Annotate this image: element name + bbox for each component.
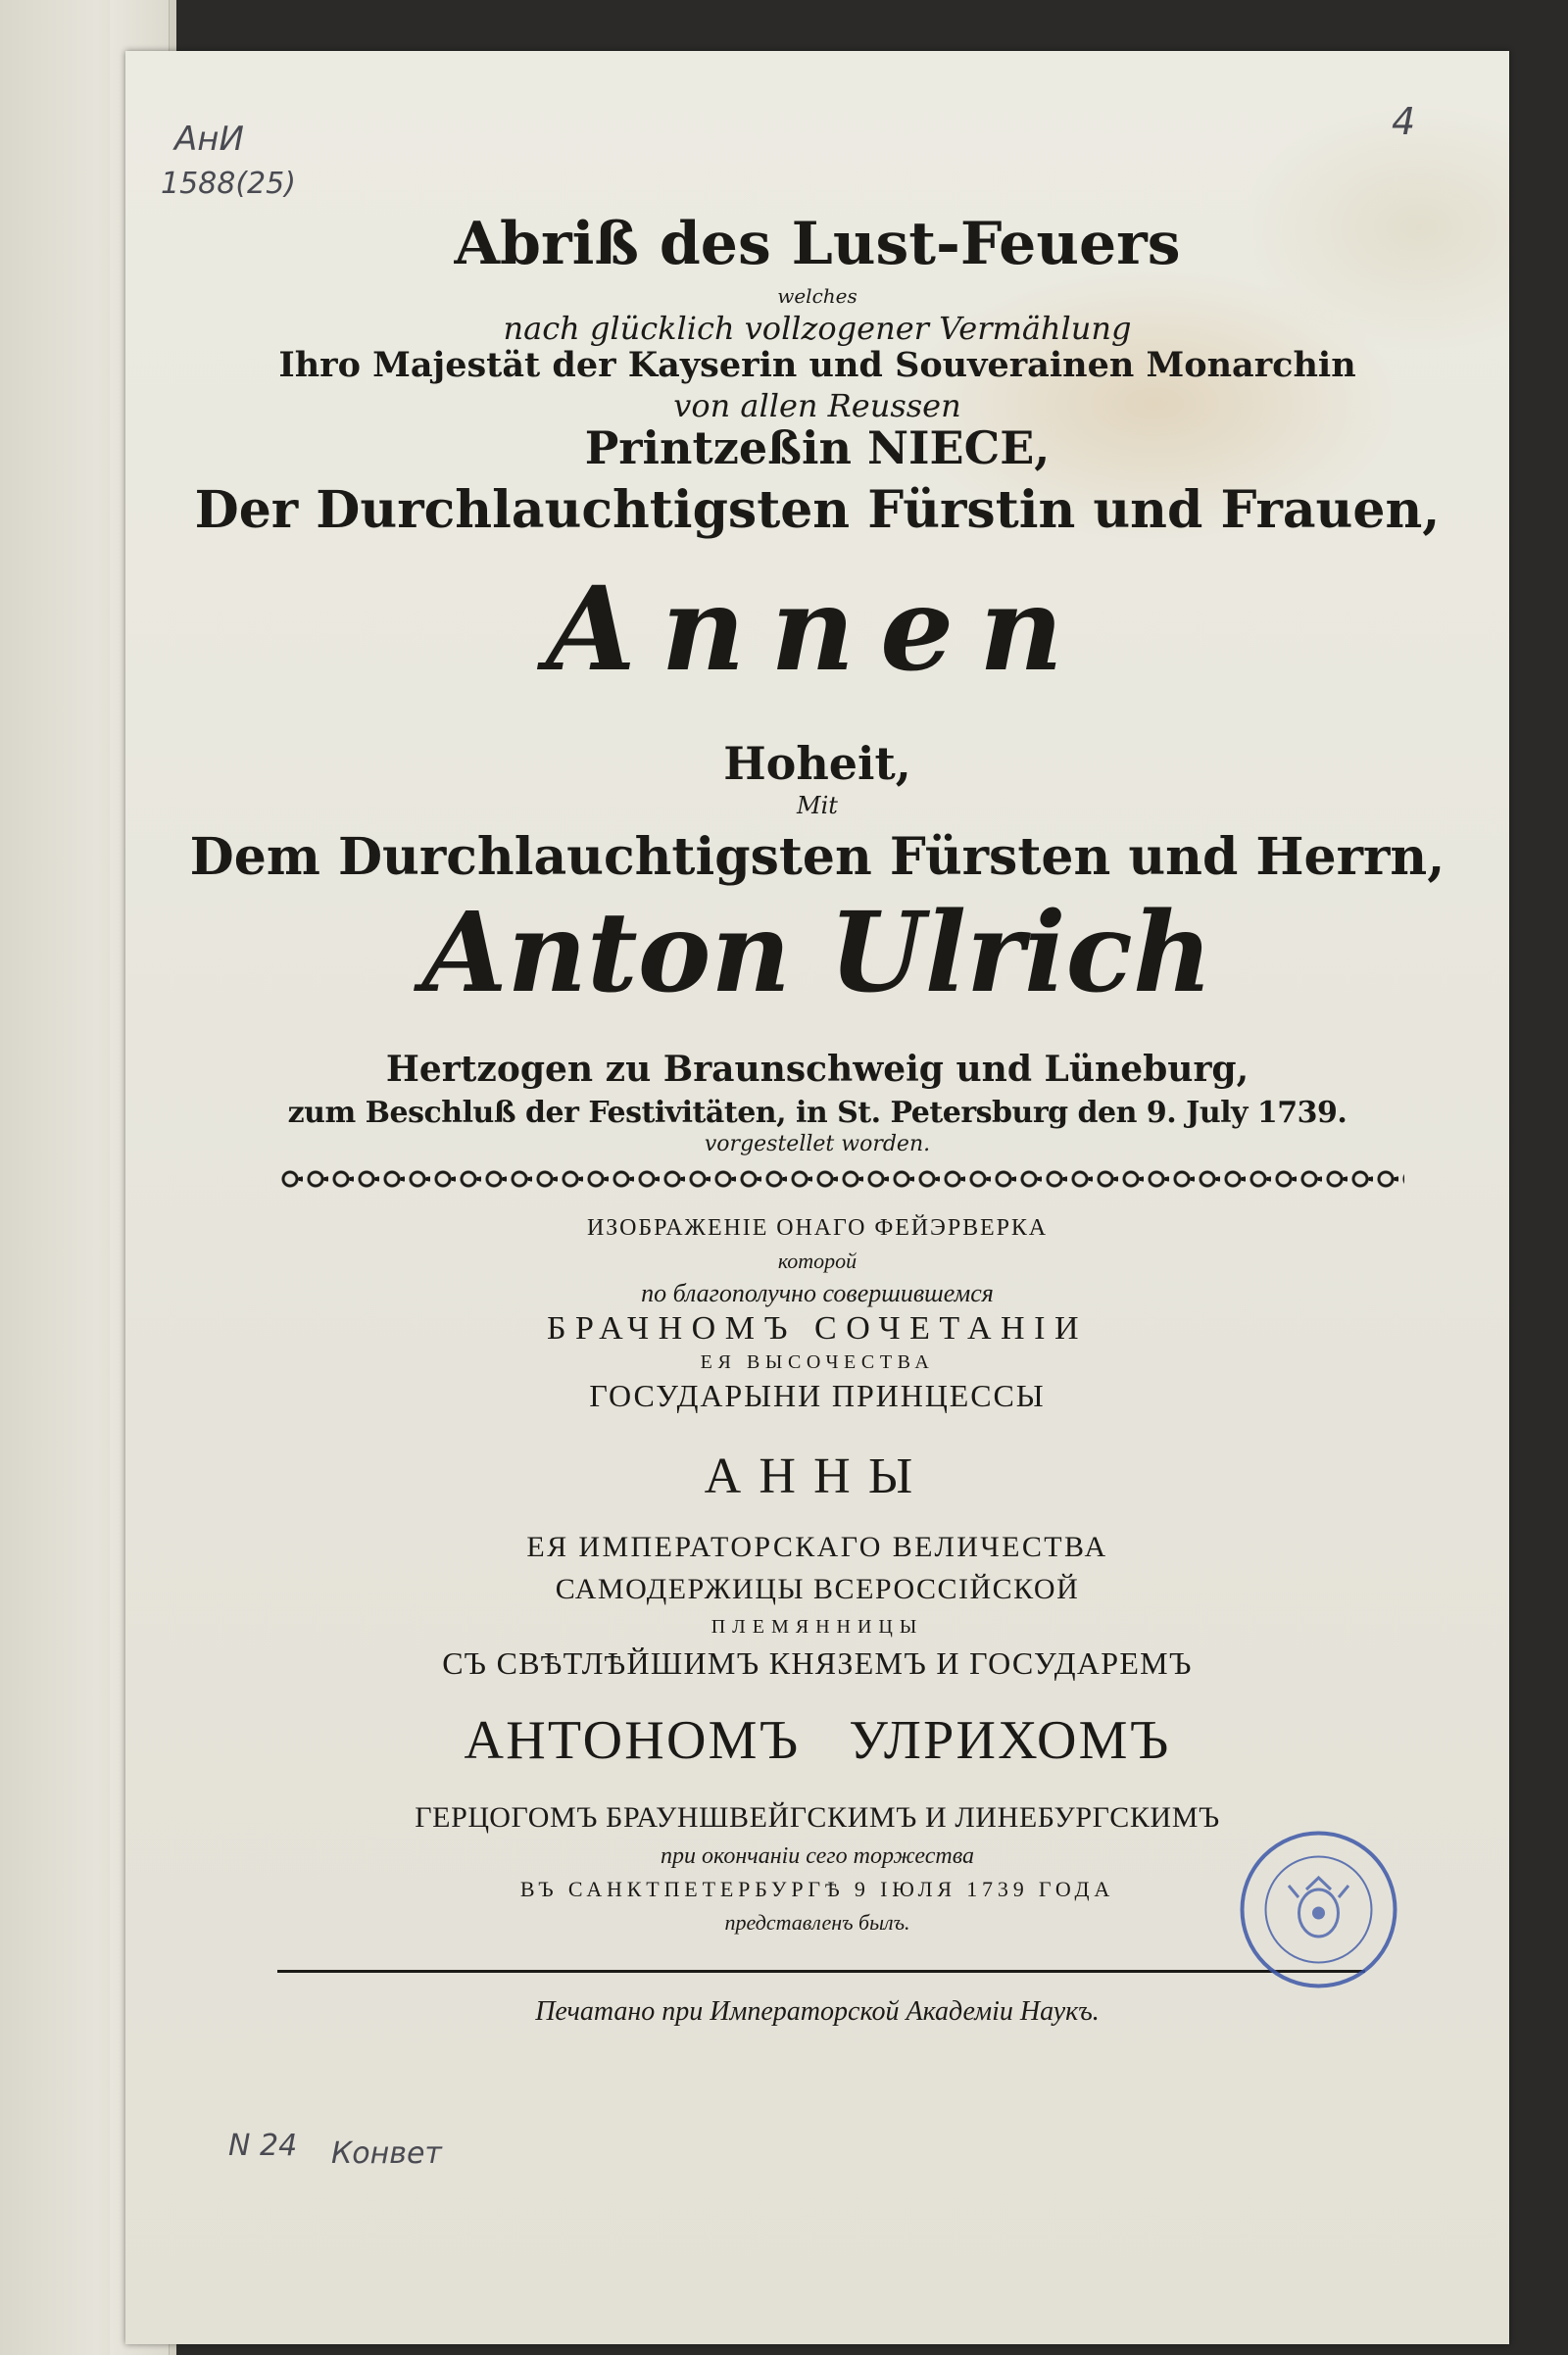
german-mit: Mit [797,792,838,819]
german-line-10: vorgestellet worden. [704,1132,931,1156]
russian-line-8: САМОДЕРЖИЦЫ ВСЕРОССІЙСКОЙ [555,1573,1080,1605]
russian-line-10: СЪ СВѢТЛѢЙШИМЪ КНЯЗЕМЪ И ГОСУДАРЕМЪ [442,1645,1193,1681]
german-line-7: Dem Durchlauchtigsten Fürsten und Herrn, [189,827,1446,887]
german-line-5: Printzeßin NIECE, [584,421,1051,474]
russian-line-13: ВЪ САНКТПЕТЕРБУРГѢ 9 ІЮЛЯ 1739 ГОДА [519,1877,1115,1901]
shelfmark-top: АнИ [174,120,244,159]
shelfmark-number: 1588(25) [161,167,296,201]
german-name-annen: Annen [546,561,1089,697]
german-line-6: Der Durchlauchtigsten Fürstin und Frauen, [194,480,1441,540]
russian-line-12: при окончаніи сего торжества [661,1843,974,1869]
russian-line-1: ИЗОБРАЖЕНІЕ ОНАГО ФЕЙЭРВЕРКА [586,1215,1049,1241]
russian-line-7: ЕЯ ИМПЕРАТОРСКАГО ВЕЛИЧЕСТВА [526,1531,1108,1563]
imprint-line: Печатано при Императорской Академіи Наукъ. [535,1996,1100,2027]
russian-line-6: ГОСУДАРЫНИ ПРИНЦЕССЫ [589,1378,1046,1413]
ornamental-divider [277,1166,1404,1192]
russian-line-5: ЕЯ ВЫСОЧЕСТВА [700,1351,935,1373]
german-line-2: nach glücklich vollzogener Vermählung [503,310,1132,347]
document-page [125,51,1509,2344]
russian-line-2: которой [777,1249,858,1273]
german-name-anton-ulrich: Anton Ulrich [421,889,1213,1017]
russian-line-11: ГЕРЦОГОМЪ БРАУНШВЕЙГСКИМЪ И ЛИНЕБУРГСКИМЪ [415,1801,1220,1834]
russian-line-14: представленъ былъ. [724,1910,910,1935]
german-title: Abriß des Lust-Feuers [454,210,1181,278]
german-hoheit: Hoheit, [723,737,911,790]
imprint-rule [277,1970,1365,1973]
page-number: 4 [1392,100,1416,143]
note-number: N 24 [228,2129,298,2163]
library-stamp-seal [1238,1829,1399,1990]
russian-line-9: ПЛЕМЯННИЦЫ [710,1616,924,1638]
german-welches: welches [777,284,858,308]
russian-name-anton-ulrikh: АНТОНОМЪ УЛРИХОМЪ [464,1710,1171,1771]
german-line-9: zum Beschluß der Festivitäten, in St. Petersburg den 9. July 1739. [287,1096,1348,1130]
russian-name-anny: АННЫ [704,1448,931,1504]
german-line-8: Hertzogen zu Braunschweig und Lüneburg, [385,1049,1250,1090]
russian-line-4: БРАЧНОМЪ СОЧЕТАНІИ [546,1310,1089,1347]
note-word: Конвет [331,2136,442,2171]
russian-line-3: по благополучно совершившемся [641,1279,994,1307]
library-stamp [1238,1829,1399,1990]
german-line-4: von allen Reussen [673,387,961,424]
german-line-3: Ihro Majestät der Kayserin und Souverainen Monarchin [278,345,1356,385]
